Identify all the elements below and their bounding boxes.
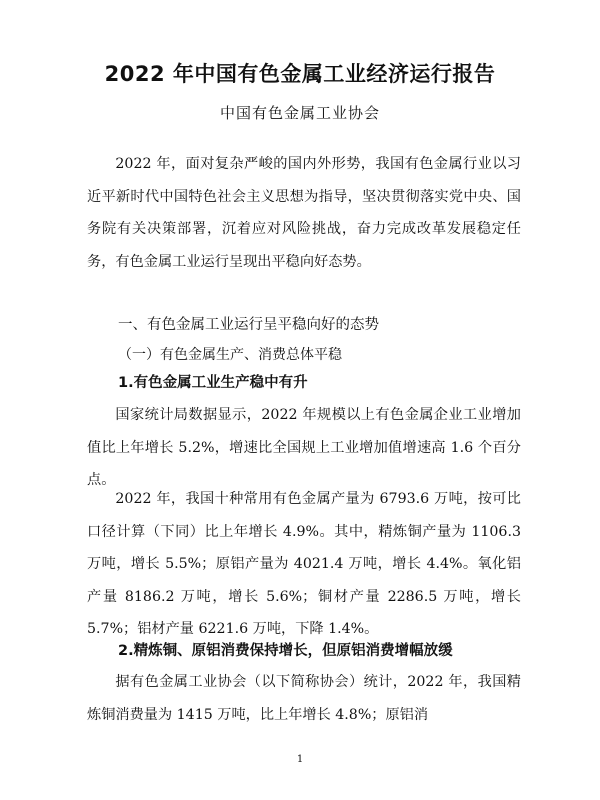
- item-heading-2: 2.精炼铜、原铝消费保持增长，但原铝消费增幅放缓: [118, 643, 453, 659]
- page-number: 1: [296, 754, 304, 765]
- intro-paragraph-block: [87, 148, 521, 278]
- paragraph-block-3: [87, 666, 521, 731]
- paragraph-value-added: 国家统计局数据显示，2022 年规模以上有色金属企业工业增加值比上年增长 5.2%，增速比全国规上工业增加值增速高 1.6 个百分点。: [87, 407, 521, 488]
- section-heading: 一、有色金属工业运行呈平稳向好的态势: [118, 317, 379, 333]
- paragraph-block-1: [87, 399, 521, 497]
- paragraph-production: 2022 年，我国十种常用有色金属产量为 6793.6 万吨，按可比口径计算（下同）比上年增长 4.9%。其中，精炼铜产量为 1106.3 万吨，增长 5.5%；原铝产量为 4021.4 万吨，增长 4.4%。氧化铝产量 8186.2 万吨，增长 5.6%；铜材产量 2286.5 万吨，增长 5.7%；铝材产量 6221.6 万吨，下降 1.4%。: [87, 491, 521, 637]
- paragraph-block-2: [87, 483, 521, 646]
- subsection-heading: （一）有色金属生产、消费总体平稳: [118, 347, 342, 363]
- item-heading-1: 1.有色金属工业生产稳中有升: [118, 375, 308, 391]
- document-title: 2022 年中国有色金属工业经济运行报告: [104, 62, 496, 86]
- paragraph-consumption: 据有色金属工业协会（以下简称协会）统计，2022 年，我国精炼铜消费量为 1415 万吨，比上年增长 4.8%；原铝消: [87, 674, 521, 723]
- document-author: 中国有色金属工业协会: [219, 104, 380, 122]
- intro-paragraph: 2022 年，面对复杂严峻的国内外形势，我国有色金属行业以习近平新时代中国特色社会主义思想为指导，坚决贯彻落实党中央、国务院有关决策部署，沉着应对风险挑战，奋力完成改革发展稳定任务，有色金属工业运行呈现出平稳向好态势。: [87, 156, 521, 270]
